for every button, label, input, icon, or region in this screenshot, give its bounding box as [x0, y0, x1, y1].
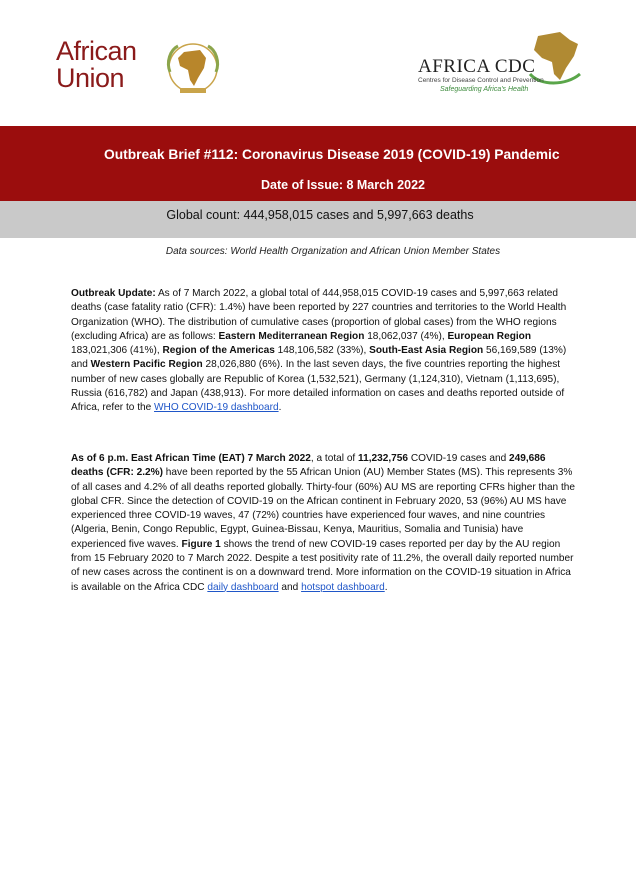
africa-situation-paragraph [71, 452, 577, 595]
africa-case-count: 11,232,756 [358, 453, 409, 464]
p2-lead: As of 6 p.m. East African Time (EAT) 7 March 2022 [71, 453, 311, 464]
p2-text-4: shows the trend of new COVID-19 cases reported per day by the AU region from 15 February 2020 to 7 March 2022. Despite a test positivity rate of 11.2%, the overall daily reported number of new cases across the continent is on a downward trend. More information on the COVID-19 situation in Africa is available on the Africa CDC [71, 538, 574, 593]
p1-text-5: 56,169,589 (13%) and [71, 345, 567, 371]
p1-text-3: 183,021,306 (41%), [71, 345, 163, 357]
data-sources: Data sources: World Health Organization and African Union Member States [165, 246, 501, 257]
african-union-logo [56, 38, 226, 98]
figure-1-ref: Figure 1 [181, 538, 221, 550]
p1-text-2: 18,062,037 (4%), [364, 330, 448, 342]
p1-text-1: As of 7 March 2022, a global total of 444,958,015 COVID-19 cases and 5,997,663 related deaths (case fatality ratio (CFR): 1.4%) have been reported by 227 countries and territories to the World Health Organization (WHO). The distribution of cumulative cases (proportion of global cases) from the WHO regions (excluding Africa) are as follows: [71, 288, 567, 342]
brief-title: Outbreak Brief #112: Coronavirus Disease 2019 (COVID-19) Pandemic [104, 147, 560, 162]
daily-dashboard-link[interactable]: daily dashboard [207, 581, 279, 593]
p2-text-2: COVID-19 cases and [408, 453, 509, 464]
region-europe: European Region [447, 330, 531, 342]
cdc-logo-subtitle: Centres for Disease Control and Prevention [418, 77, 544, 84]
africa-cdc-logo [418, 30, 598, 106]
region-wpr: Western Pacific Region [90, 359, 203, 371]
outbreak-update-heading: Outbreak Update: [71, 288, 156, 299]
africa-death-count: 249,686 deaths (CFR: 2.2%) [71, 453, 546, 479]
p2-text-1: , a total of [310, 453, 359, 464]
region-emr: Eastern Mediterranean Region [218, 330, 365, 342]
p1-text-4: 148,106,582 (33%), [274, 345, 370, 357]
global-count: Global count: 444,958,015 cases and 5,997,663 deaths [166, 208, 474, 222]
outbreak-update-paragraph [71, 287, 577, 416]
au-logo-line1: African [56, 36, 137, 66]
p1-text-7: . [278, 402, 282, 414]
region-sea: South-East Asia Region [369, 345, 484, 357]
p2-text-6: . [384, 581, 388, 593]
au-emblem-icon [160, 38, 226, 98]
hotspot-dashboard-link[interactable]: hotspot dashboard [301, 581, 385, 593]
cdc-logo-tagline: Safeguarding Africa's Health [440, 86, 529, 93]
p2-text-5: and [278, 581, 302, 593]
au-logo-text [56, 38, 137, 92]
region-americas: Region of the Americas [162, 345, 275, 357]
cdc-logo-title: AFRICA CDC [418, 56, 536, 77]
p1-text-6: 28,026,880 (6%). In the last seven days, the five countries reporting the highest number of new cases globally are Republic of Korea (1,532,521), Germany (1,124,310), Vietnam (1,113,695), Russia (616,782) and Japan (438,913). For more detailed information on cases and deaths reported outside of Africa, refer to the [71, 359, 565, 414]
who-dashboard-link[interactable]: WHO COVID-19 dashboard [154, 402, 279, 414]
issue-date: Date of Issue: 8 March 2022 [261, 178, 425, 192]
p2-text-3: have been reported by the 55 African Union (AU) Member States (MS). This represents 3% of all cases and 4.2% of all deaths reported globally. Thirty-four (60%) AU MS are reporting CFRs higher than the global CFR. Since the detection of COVID-19 on the African continent in February 2020, 53 (96%) AU MS have experienced three COVID-19 waves, 47 (72%) countries have experienced four waves, and nine countries (Algeria, Benin, Congo Republic, Egypt, Guinea-Bissau, Kenya, Mauritius, Somalia and Tunisia) have experienced five waves. [71, 467, 576, 550]
au-logo-line2: Union [56, 63, 125, 93]
